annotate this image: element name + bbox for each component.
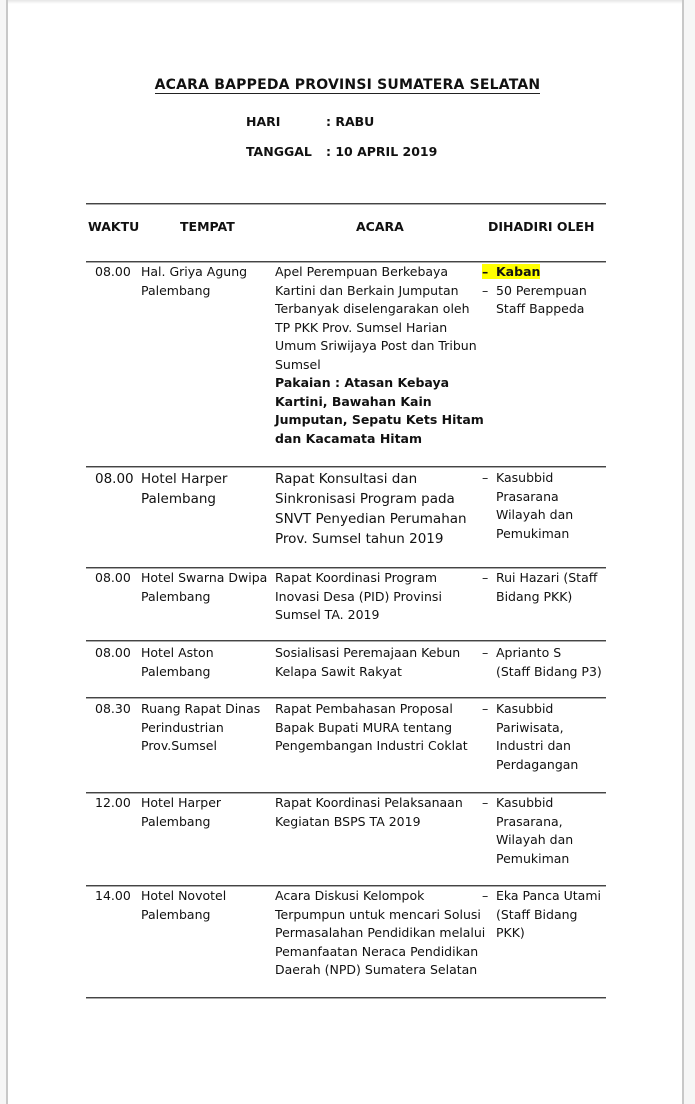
tempat-line: Palembang <box>141 588 211 604</box>
acara-line: Rapat Konsultasi dan <box>275 471 418 487</box>
attendee-line: PKK) <box>496 925 525 940</box>
tempat-line: Palembang <box>141 663 211 679</box>
acara-line: Permasalahan Pendidikan melalui <box>275 925 486 940</box>
cell-tempat <box>141 794 221 831</box>
acara-line: Rapat Koordinasi Pelaksanaan <box>275 795 463 810</box>
tempat-line: Palembang <box>141 906 211 922</box>
table-bottom-rule <box>86 997 606 998</box>
acara-line: Sinkronisasi Program pada <box>275 491 455 507</box>
cell-tempat <box>141 700 260 756</box>
acara-line: Daerah (NPD) Sumatera Selatan <box>275 962 478 977</box>
acara-line: Pemanfaatan Neraca Pendidikan <box>275 943 479 959</box>
attendee-name: Rui Hazari (Staff <box>496 570 598 585</box>
cell-tempat <box>141 569 267 606</box>
tempat-line: Hotel Aston <box>141 645 214 660</box>
dash: – <box>482 701 489 716</box>
document-title <box>0 77 695 93</box>
header-acara: ACARA <box>356 219 404 234</box>
cell-tempat <box>141 644 214 681</box>
header-tempat: TEMPAT <box>180 219 235 234</box>
dress-code-line: Kartini, Bawahan Kain <box>275 393 432 409</box>
attendee-name: Kasubbid <box>496 701 554 716</box>
cell-waktu: 08.00 <box>95 570 131 585</box>
attendee-name: 50 Perempuan <box>496 282 587 298</box>
tempat-line: Hal. Griya Agung <box>141 264 248 279</box>
attendee-line: Staff Bappeda <box>496 301 585 316</box>
acara-line: Acara Diskusi Kelompok <box>275 888 425 903</box>
tempat-line: Palembang <box>141 813 211 829</box>
attendee-line: Prasarana, <box>496 813 563 829</box>
cell-waktu: 08.00 <box>95 645 131 660</box>
row-rule <box>86 697 606 698</box>
cell-waktu: 08.00 <box>95 471 134 487</box>
attendee-line: Prasarana <box>496 488 559 504</box>
cell-acara <box>275 794 463 831</box>
acara-line: Rapat Pembahasan Proposal <box>275 701 453 716</box>
acara-line: Umum Sriwijaya Post dan Tribun <box>275 338 477 353</box>
attendee-name: Kasubbid <box>496 795 554 810</box>
attendee-line: Pemukiman <box>496 525 570 541</box>
attendee <box>482 700 578 719</box>
cell-dihadiri <box>482 469 573 543</box>
row-rule <box>86 466 606 467</box>
page-top-shadow <box>8 0 682 4</box>
tempat-line: Palembang <box>141 282 211 298</box>
cell-acara <box>275 887 485 980</box>
cell-waktu: 08.00 <box>95 264 131 279</box>
row-rule <box>86 567 606 568</box>
attendee-line: Industri dan <box>496 738 571 753</box>
table-top-rule <box>86 203 606 204</box>
attendee <box>482 569 597 588</box>
attendee <box>482 794 573 813</box>
cell-tempat <box>141 263 247 300</box>
acara-line: SNVT Penyedian Perumahan <box>275 511 467 527</box>
dash: – <box>482 282 489 298</box>
tempat-line: Palembang <box>141 491 216 507</box>
acara-line: Prov. Sumsel tahun 2019 <box>275 531 444 547</box>
attendee-name: Aprianto S <box>496 645 562 660</box>
attendee-line: Pemukiman <box>496 850 570 866</box>
cell-acara <box>275 700 468 756</box>
row-rule <box>86 640 606 641</box>
acara-line: TP PKK Prov. Sumsel Harian <box>275 319 448 335</box>
cell-acara <box>275 263 484 448</box>
attendee <box>482 282 587 301</box>
cell-waktu: 12.00 <box>95 795 131 810</box>
date-row <box>246 144 437 159</box>
acara-line: Rapat Koordinasi Program <box>275 570 438 585</box>
cell-dihadiri <box>482 569 597 606</box>
row-rule <box>86 792 606 793</box>
acara-line: Kegiatan BSPS TA 2019 <box>275 813 421 829</box>
acara-line: Kelapa Sawit Rakyat <box>275 663 402 679</box>
acara-line: Sosialisasi Peremajaan Kebun <box>275 645 461 660</box>
dash: – <box>482 645 489 660</box>
attendee-name: Eka Panca Utami <box>496 888 601 903</box>
header-dihadiri-oleh: DIHADIRI OLEH <box>488 219 595 234</box>
header-bottom-rule <box>86 261 606 262</box>
acara-line: Kartini dan Berkain Jumputan <box>275 282 459 298</box>
acara-line: Terpumpun untuk mencari Solusi <box>275 906 481 922</box>
attendee <box>482 644 602 663</box>
tempat-line: Hotel Harper <box>141 471 228 487</box>
acara-line: Sumsel TA. 2019 <box>275 607 380 622</box>
attendee-line: Perdagangan <box>496 756 579 772</box>
dash: – <box>482 264 489 279</box>
dress-code-line: Pakaian : Atasan Kebaya <box>275 375 450 390</box>
dash: – <box>482 470 489 485</box>
attendee-name: Kaban <box>496 264 541 279</box>
cell-dihadiri <box>482 700 578 774</box>
day-label: HARI <box>246 114 281 129</box>
attendee-line: (Staff Bidang P3) <box>496 663 602 679</box>
day-value: : RABU <box>326 114 375 129</box>
tempat-line: Hotel Swarna Dwipa <box>141 570 268 585</box>
tempat-line: Hotel Novotel <box>141 888 227 903</box>
cell-waktu: 14.00 <box>95 888 131 903</box>
acara-line: Bapak Bupati MURA tentang <box>275 719 453 735</box>
attendee <box>482 469 573 488</box>
attendee <box>482 887 601 906</box>
header-waktu: WAKTU <box>88 219 140 234</box>
dress-code-line: dan Kacamata Hitam <box>275 430 423 446</box>
tempat-line: Prov.Sumsel <box>141 738 217 753</box>
tempat-line: Ruang Rapat Dinas <box>141 701 261 716</box>
attendee-name: Kasubbid <box>496 470 554 485</box>
cell-dihadiri <box>482 887 601 943</box>
attendee-line: Wilayah dan <box>496 832 574 847</box>
row-rule <box>86 885 606 886</box>
cell-dihadiri <box>482 263 587 319</box>
attendee-highlighted <box>482 263 587 282</box>
cell-acara <box>275 644 460 681</box>
tempat-line: Hotel Harper <box>141 795 222 810</box>
dash: – <box>482 795 489 810</box>
cell-acara <box>275 469 467 549</box>
cell-dihadiri <box>482 644 602 681</box>
cell-dihadiri <box>482 794 573 868</box>
cell-waktu: 08.30 <box>95 701 131 716</box>
date-value: : 10 APRIL 2019 <box>326 144 438 159</box>
attendee-line: Pariwisata, <box>496 719 564 735</box>
attendee-line: (Staff Bidang <box>496 906 578 922</box>
acara-line: Pengembangan Industri Coklat <box>275 738 468 753</box>
attendee-line: Wilayah dan <box>496 507 574 522</box>
acara-line: Inovasi Desa (PID) Provinsi <box>275 588 442 604</box>
dash: – <box>482 888 489 903</box>
acara-line: Terbanyak diselengarakan oleh <box>275 301 470 316</box>
acara-line: Sumsel <box>275 356 321 372</box>
tempat-line: Perindustrian <box>141 719 224 735</box>
attendee-line: Bidang PKK) <box>496 588 573 604</box>
cell-tempat <box>141 887 226 924</box>
date-label: TANGGAL <box>246 144 312 159</box>
dash: – <box>482 570 489 585</box>
document-title-text: ACARA BAPPEDA PROVINSI SUMATERA SELATAN <box>154 77 541 93</box>
acara-line: Apel Perempuan Berkebaya <box>275 264 449 279</box>
dress-code-line: Jumputan, Sepatu Kets Hitam <box>275 412 484 427</box>
day-row <box>246 114 374 129</box>
cell-acara <box>275 569 442 625</box>
cell-tempat <box>141 469 227 509</box>
